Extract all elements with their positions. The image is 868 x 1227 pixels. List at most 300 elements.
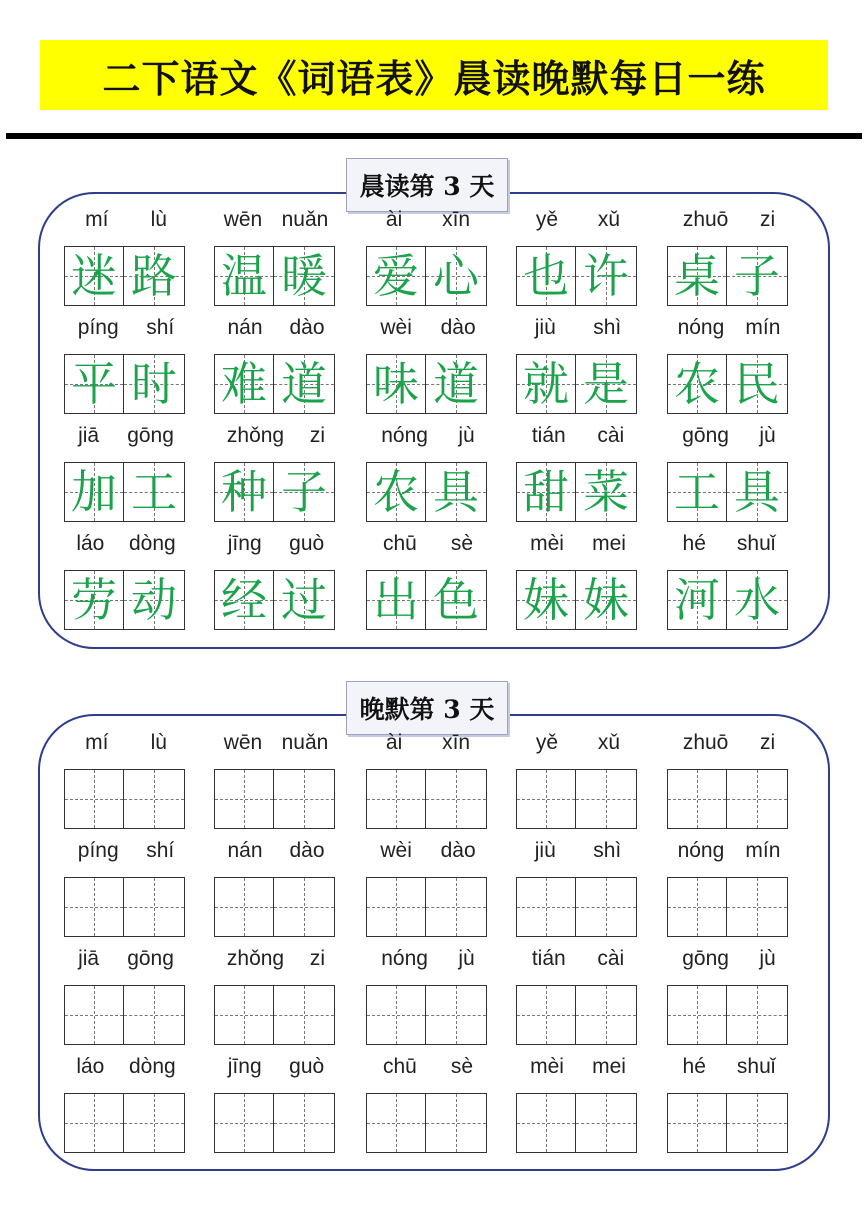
character-box xyxy=(426,246,487,306)
writing-box[interactable] xyxy=(426,877,487,937)
reading-word xyxy=(214,314,338,414)
pinyin-syllable: gōng xyxy=(127,424,174,447)
writing-box[interactable] xyxy=(274,877,335,937)
character-box xyxy=(214,570,274,630)
hanzi-character: 子 xyxy=(281,465,327,519)
pinyin-line xyxy=(214,945,338,973)
pinyin-line xyxy=(64,837,188,865)
tianzige-pair xyxy=(667,246,791,306)
tianzige-pair xyxy=(64,246,188,306)
title-divider xyxy=(6,133,862,139)
hanzi-character: 许 xyxy=(583,249,629,303)
pinyin-line xyxy=(667,1053,791,1081)
reading-word xyxy=(214,206,338,306)
page-title: 二下语文《词语表》晨读晚默每日一练 xyxy=(40,40,828,110)
character-box xyxy=(727,462,788,522)
writing-box[interactable] xyxy=(366,985,426,1045)
pinyin-syllable: nuǎn xyxy=(281,731,329,754)
reading-label: 晨读第 3 天 xyxy=(346,158,508,212)
pinyin-syllable: nóng xyxy=(677,316,725,339)
pinyin-line xyxy=(667,206,791,234)
pinyin-syllable: sè xyxy=(450,532,473,555)
reading-word xyxy=(667,530,791,630)
pinyin-syllable: mei xyxy=(592,1055,626,1078)
writing-box[interactable] xyxy=(214,877,274,937)
pinyin-line xyxy=(667,530,791,558)
hanzi-character: 心 xyxy=(433,249,479,303)
reading-word xyxy=(214,422,338,522)
pinyin-line xyxy=(214,206,338,234)
tianzige-pair xyxy=(516,354,640,414)
character-box xyxy=(366,462,426,522)
pinyin-syllable: tián xyxy=(531,424,566,447)
pinyin-line xyxy=(214,1053,338,1081)
tianzige-pair xyxy=(214,1093,338,1153)
pinyin-line xyxy=(516,729,640,757)
tianzige-pair xyxy=(667,1093,791,1153)
pinyin-line xyxy=(366,530,490,558)
tianzige-pair xyxy=(214,462,338,522)
pinyin-line xyxy=(366,729,490,757)
hanzi-character: 道 xyxy=(281,357,327,411)
writing-box[interactable] xyxy=(576,985,637,1045)
dictation-word xyxy=(64,729,188,829)
tianzige-pair xyxy=(667,769,791,829)
pinyin-line xyxy=(516,422,640,450)
reading-word xyxy=(64,206,188,306)
writing-box[interactable] xyxy=(274,985,335,1045)
writing-box[interactable] xyxy=(214,1093,274,1153)
hanzi-character: 甜 xyxy=(523,465,569,519)
pinyin-syllable: jīng xyxy=(227,1055,262,1078)
pinyin-line xyxy=(366,422,490,450)
tianzige-pair xyxy=(64,769,188,829)
character-box xyxy=(516,246,576,306)
pinyin-syllable: dòng xyxy=(128,1055,176,1078)
hanzi-character: 平 xyxy=(71,357,117,411)
tianzige-pair xyxy=(214,246,338,306)
pinyin-syllable: jù xyxy=(759,424,776,447)
pinyin-line xyxy=(516,314,640,342)
pinyin-syllable: shí xyxy=(146,839,175,862)
pinyin-syllable: guò xyxy=(289,1055,325,1078)
character-box xyxy=(274,246,335,306)
writing-box[interactable] xyxy=(576,1093,637,1153)
hanzi-character: 动 xyxy=(131,573,177,627)
pinyin-line xyxy=(667,314,791,342)
hanzi-character: 菜 xyxy=(583,465,629,519)
writing-box[interactable] xyxy=(426,1093,487,1153)
pinyin-syllable: zhǒng xyxy=(226,424,285,447)
tianzige-pair xyxy=(366,1093,490,1153)
hanzi-character: 桌 xyxy=(674,249,720,303)
writing-box[interactable] xyxy=(124,769,185,829)
pinyin-line xyxy=(366,837,490,865)
pinyin-syllable: ài xyxy=(385,208,403,231)
character-box xyxy=(576,462,637,522)
pinyin-syllable: nán xyxy=(227,839,263,862)
pinyin-line xyxy=(64,729,188,757)
pinyin-syllable: dào xyxy=(440,316,476,339)
reading-word xyxy=(667,422,791,522)
character-box xyxy=(667,246,727,306)
tianzige-pair xyxy=(64,570,188,630)
tianzige-pair xyxy=(667,570,791,630)
pinyin-syllable: jiù xyxy=(534,316,556,339)
reading-word xyxy=(516,314,640,414)
writing-box[interactable] xyxy=(727,985,788,1045)
pinyin-syllable: nán xyxy=(227,316,263,339)
dictation-label: 晚默第 3 天 xyxy=(346,681,508,735)
pinyin-syllable: cài xyxy=(597,947,625,970)
pinyin-syllable: wèi xyxy=(380,316,412,339)
tianzige-pair xyxy=(516,246,640,306)
pinyin-syllable: jīng xyxy=(227,532,262,555)
pinyin-line xyxy=(516,837,640,865)
pinyin-syllable: píng xyxy=(77,839,119,862)
pinyin-syllable: zi xyxy=(309,424,326,447)
writing-box[interactable] xyxy=(64,769,124,829)
writing-box[interactable] xyxy=(516,769,576,829)
dictation-word xyxy=(366,729,490,829)
pinyin-line xyxy=(214,729,338,757)
pinyin-line xyxy=(516,1053,640,1081)
pinyin-syllable: guò xyxy=(289,532,325,555)
character-box xyxy=(516,462,576,522)
pinyin-syllable: jù xyxy=(458,424,475,447)
pinyin-syllable: jiā xyxy=(78,424,100,447)
reading-word xyxy=(214,530,338,630)
tianzige-pair xyxy=(667,985,791,1045)
reading-word xyxy=(516,206,640,306)
character-box xyxy=(366,570,426,630)
dictation-word xyxy=(366,837,490,937)
pinyin-syllable: láo xyxy=(76,532,105,555)
hanzi-character: 工 xyxy=(131,465,177,519)
reading-word xyxy=(64,314,188,414)
writing-box[interactable] xyxy=(64,877,124,937)
dictation-word xyxy=(516,1053,640,1153)
tianzige-pair xyxy=(366,985,490,1045)
dictation-word xyxy=(667,837,791,937)
pinyin-syllable: gōng xyxy=(127,947,174,970)
tianzige-pair xyxy=(667,354,791,414)
character-box xyxy=(667,462,727,522)
pinyin-line xyxy=(516,530,640,558)
pinyin-syllable: nóng xyxy=(381,424,428,447)
pinyin-syllable: xǔ xyxy=(597,731,621,754)
pinyin-syllable: xǔ xyxy=(597,208,621,231)
hanzi-character: 也 xyxy=(523,249,569,303)
pinyin-syllable: hé xyxy=(682,532,706,555)
pinyin-syllable: dào xyxy=(289,839,325,862)
pinyin-line xyxy=(366,314,490,342)
dictation-word xyxy=(214,837,338,937)
reading-word xyxy=(516,530,640,630)
writing-box[interactable] xyxy=(727,1093,788,1153)
dictation-word xyxy=(214,729,338,829)
pinyin-syllable: zi xyxy=(760,731,776,754)
dictation-word xyxy=(516,729,640,829)
character-box xyxy=(667,570,727,630)
tianzige-pair xyxy=(516,1093,640,1153)
hanzi-character: 过 xyxy=(281,573,327,627)
writing-box[interactable] xyxy=(214,769,274,829)
hanzi-character: 色 xyxy=(433,573,479,627)
writing-box[interactable] xyxy=(366,1093,426,1153)
writing-box[interactable] xyxy=(124,877,185,937)
reading-word xyxy=(366,530,490,630)
writing-box[interactable] xyxy=(124,1093,185,1153)
hanzi-character: 是 xyxy=(583,357,629,411)
pinyin-syllable: xīn xyxy=(442,208,471,231)
hanzi-character: 妹 xyxy=(523,573,569,627)
character-box xyxy=(576,246,637,306)
hanzi-character: 子 xyxy=(734,249,780,303)
pinyin-syllable: lù xyxy=(150,731,167,754)
writing-box[interactable] xyxy=(426,985,487,1045)
pinyin-line xyxy=(667,729,791,757)
hanzi-character: 农 xyxy=(373,465,419,519)
pinyin-line xyxy=(667,945,791,973)
writing-box[interactable] xyxy=(667,985,727,1045)
pinyin-syllable: nuǎn xyxy=(281,208,329,231)
character-box xyxy=(64,354,124,414)
tianzige-pair xyxy=(214,985,338,1045)
hanzi-character: 民 xyxy=(734,357,780,411)
pinyin-syllable: dào xyxy=(440,839,476,862)
character-box xyxy=(366,354,426,414)
pinyin-syllable: ài xyxy=(385,731,403,754)
writing-box[interactable] xyxy=(366,877,426,937)
tianzige-pair xyxy=(64,462,188,522)
pinyin-syllable: shuǐ xyxy=(736,532,776,555)
pinyin-syllable: mèi xyxy=(530,532,564,555)
pinyin-syllable: wēn xyxy=(223,731,263,754)
character-box xyxy=(214,246,274,306)
pinyin-syllable: píng xyxy=(77,316,119,339)
tianzige-pair xyxy=(667,877,791,937)
character-box xyxy=(124,354,185,414)
pinyin-syllable: chū xyxy=(382,1055,417,1078)
hanzi-character: 道 xyxy=(433,357,479,411)
reading-word xyxy=(516,422,640,522)
tianzige-pair xyxy=(516,570,640,630)
dictation-word xyxy=(214,1053,338,1153)
pinyin-syllable: wèi xyxy=(380,839,412,862)
hanzi-character: 妹 xyxy=(583,573,629,627)
hanzi-character: 难 xyxy=(221,357,267,411)
pinyin-line xyxy=(366,206,490,234)
writing-box[interactable] xyxy=(516,985,576,1045)
pinyin-syllable: jù xyxy=(759,947,776,970)
pinyin-syllable: jù xyxy=(458,947,475,970)
writing-box[interactable] xyxy=(274,1093,335,1153)
pinyin-syllable: láo xyxy=(76,1055,105,1078)
character-box xyxy=(274,570,335,630)
writing-box[interactable] xyxy=(727,877,788,937)
pinyin-line xyxy=(214,422,338,450)
character-box xyxy=(274,354,335,414)
character-box xyxy=(576,570,637,630)
character-box xyxy=(576,354,637,414)
character-box xyxy=(64,462,124,522)
character-box xyxy=(366,246,426,306)
hanzi-character: 劳 xyxy=(71,573,117,627)
pinyin-syllable: wēn xyxy=(223,208,263,231)
hanzi-character: 路 xyxy=(131,249,177,303)
tianzige-pair xyxy=(516,877,640,937)
tianzige-pair xyxy=(64,1093,188,1153)
writing-box[interactable] xyxy=(124,985,185,1045)
writing-box[interactable] xyxy=(667,1093,727,1153)
character-box xyxy=(727,354,788,414)
tianzige-pair xyxy=(64,877,188,937)
hanzi-character: 河 xyxy=(674,573,720,627)
pinyin-syllable: zhuō xyxy=(682,208,729,231)
dictation-word xyxy=(667,945,791,1045)
pinyin-syllable: yě xyxy=(535,208,559,231)
dictation-word xyxy=(64,945,188,1045)
hanzi-character: 时 xyxy=(131,357,177,411)
character-box xyxy=(426,570,487,630)
tianzige-pair xyxy=(214,877,338,937)
pinyin-syllable: nóng xyxy=(381,947,428,970)
pinyin-syllable: jiā xyxy=(78,947,100,970)
writing-box[interactable] xyxy=(516,877,576,937)
dictation-word xyxy=(64,837,188,937)
pinyin-syllable: mí xyxy=(85,208,109,231)
tianzige-pair xyxy=(366,354,490,414)
reading-word xyxy=(667,314,791,414)
tianzige-pair xyxy=(667,462,791,522)
writing-box[interactable] xyxy=(366,769,426,829)
hanzi-character: 工 xyxy=(674,465,720,519)
hanzi-character: 就 xyxy=(523,357,569,411)
character-box xyxy=(124,462,185,522)
writing-box[interactable] xyxy=(516,1093,576,1153)
reading-word xyxy=(667,206,791,306)
dictation-word xyxy=(516,945,640,1045)
pinyin-syllable: shì xyxy=(593,316,622,339)
character-box xyxy=(214,354,274,414)
hanzi-character: 迷 xyxy=(71,249,117,303)
pinyin-syllable: gōng xyxy=(682,947,729,970)
character-box xyxy=(274,462,335,522)
pinyin-syllable: shí xyxy=(146,316,175,339)
pinyin-syllable: sè xyxy=(450,1055,473,1078)
pinyin-syllable: shuǐ xyxy=(736,1055,776,1078)
pinyin-syllable: cài xyxy=(597,424,625,447)
reading-word xyxy=(366,314,490,414)
pinyin-line xyxy=(516,945,640,973)
writing-box[interactable] xyxy=(64,985,124,1045)
writing-box[interactable] xyxy=(64,1093,124,1153)
pinyin-syllable: mei xyxy=(592,532,626,555)
pinyin-line xyxy=(214,837,338,865)
writing-box[interactable] xyxy=(426,769,487,829)
tianzige-pair xyxy=(516,769,640,829)
hanzi-character: 水 xyxy=(734,573,780,627)
pinyin-syllable: dòng xyxy=(128,532,176,555)
hanzi-character: 温 xyxy=(221,249,267,303)
pinyin-syllable: dào xyxy=(289,316,325,339)
pinyin-syllable: xīn xyxy=(442,731,471,754)
character-box xyxy=(124,570,185,630)
hanzi-character: 爱 xyxy=(373,249,419,303)
pinyin-syllable: zhǒng xyxy=(226,947,285,970)
hanzi-character: 农 xyxy=(674,357,720,411)
pinyin-line xyxy=(667,422,791,450)
dictation-word xyxy=(667,729,791,829)
dictation-word xyxy=(64,1053,188,1153)
pinyin-syllable: tián xyxy=(531,947,566,970)
character-box xyxy=(214,462,274,522)
reading-word xyxy=(64,530,188,630)
writing-box[interactable] xyxy=(214,985,274,1045)
pinyin-syllable: jiù xyxy=(534,839,556,862)
pinyin-syllable: zi xyxy=(309,947,326,970)
character-box xyxy=(516,354,576,414)
tianzige-pair xyxy=(516,985,640,1045)
writing-box[interactable] xyxy=(727,769,788,829)
writing-box[interactable] xyxy=(576,769,637,829)
pinyin-line xyxy=(64,530,188,558)
dictation-word xyxy=(366,1053,490,1153)
writing-box[interactable] xyxy=(667,769,727,829)
character-box xyxy=(426,462,487,522)
character-box xyxy=(426,354,487,414)
writing-box[interactable] xyxy=(576,877,637,937)
pinyin-line xyxy=(516,206,640,234)
tianzige-pair xyxy=(366,570,490,630)
character-box xyxy=(667,354,727,414)
pinyin-syllable: mín xyxy=(745,316,781,339)
character-box xyxy=(64,246,124,306)
pinyin-line xyxy=(214,314,338,342)
tianzige-pair xyxy=(516,462,640,522)
pinyin-syllable: mín xyxy=(745,839,781,862)
hanzi-character: 种 xyxy=(221,465,267,519)
pinyin-line xyxy=(214,530,338,558)
writing-box[interactable] xyxy=(274,769,335,829)
pinyin-line xyxy=(366,945,490,973)
dictation-word xyxy=(516,837,640,937)
writing-box[interactable] xyxy=(667,877,727,937)
hanzi-character: 出 xyxy=(373,573,419,627)
tianzige-pair xyxy=(366,462,490,522)
hanzi-character: 暖 xyxy=(281,249,327,303)
hanzi-character: 加 xyxy=(71,465,117,519)
reading-word xyxy=(366,422,490,522)
tianzige-pair xyxy=(366,246,490,306)
dictation-word xyxy=(214,945,338,1045)
pinyin-line xyxy=(64,422,188,450)
pinyin-line xyxy=(366,1053,490,1081)
reading-word xyxy=(64,422,188,522)
dictation-word xyxy=(366,945,490,1045)
pinyin-syllable: yě xyxy=(535,731,559,754)
character-box xyxy=(727,246,788,306)
hanzi-character: 具 xyxy=(734,465,780,519)
pinyin-syllable: gōng xyxy=(682,424,729,447)
character-box xyxy=(516,570,576,630)
pinyin-syllable: hé xyxy=(682,1055,706,1078)
tianzige-pair xyxy=(214,769,338,829)
tianzige-pair xyxy=(214,570,338,630)
pinyin-syllable: mèi xyxy=(530,1055,564,1078)
pinyin-line xyxy=(64,1053,188,1081)
